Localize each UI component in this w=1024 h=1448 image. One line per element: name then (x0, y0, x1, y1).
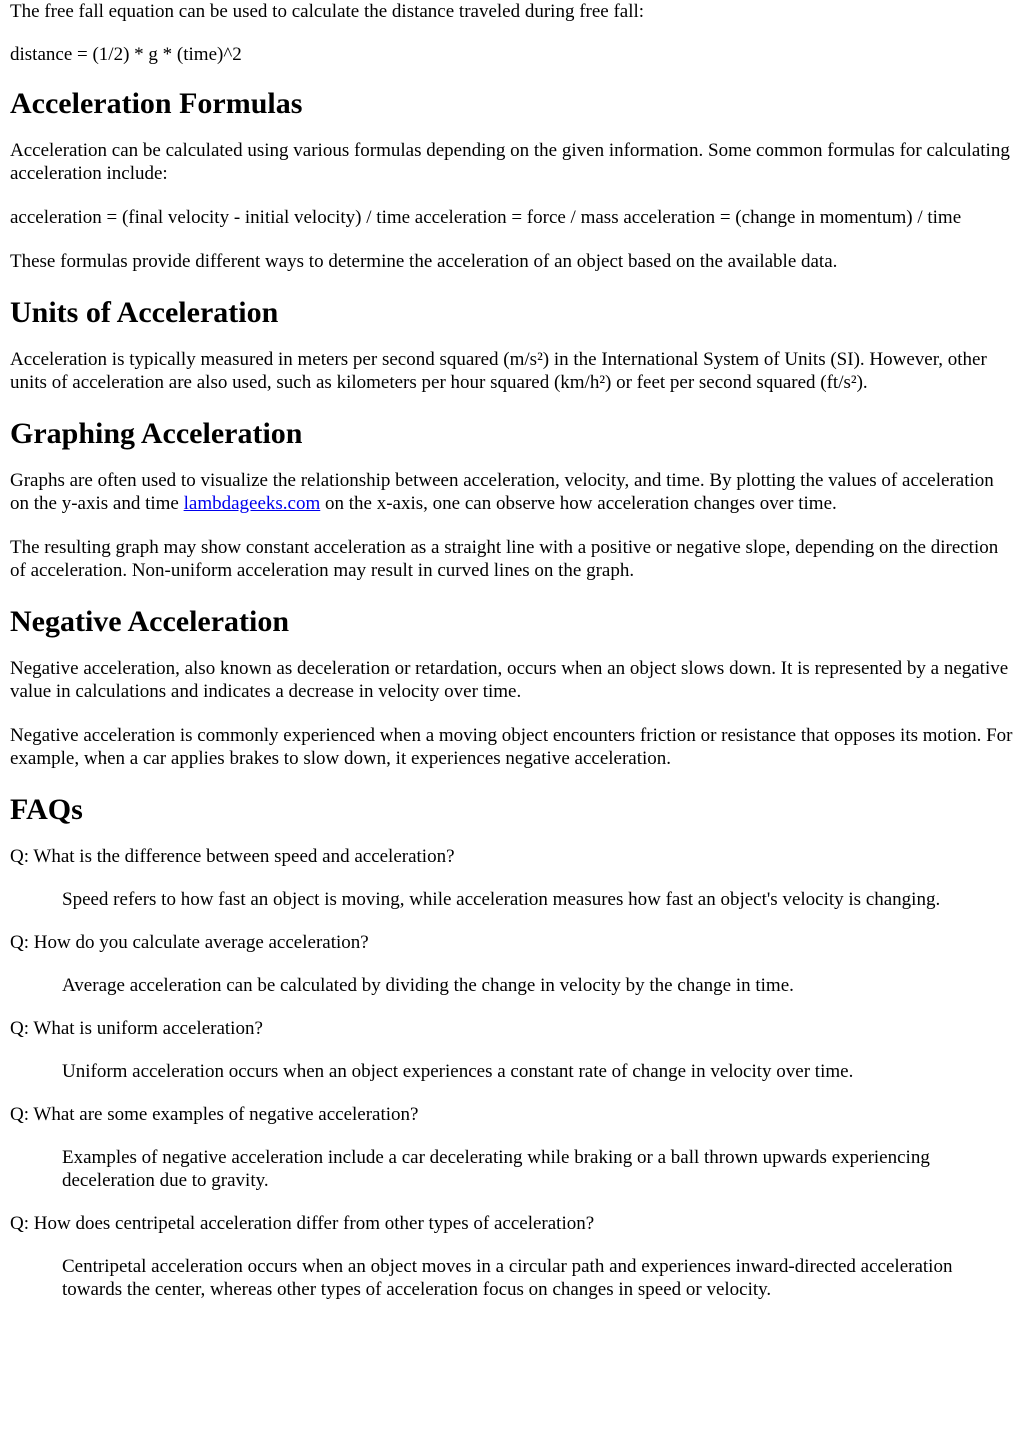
faq-question: Q: What is uniform acceleration? (10, 1018, 263, 1039)
heading-units-of-acceleration: Units of Acceleration (10, 296, 279, 329)
faq-question: Q: What are some examples of negative acceleration? (10, 1104, 419, 1125)
graphing-paragraph-2: The resulting graph may show constant acceleration as a straight line with a positive or negative slope, depending on the direction of acceleration. Non-uniform acceleration may result in curved lines on the graph. (10, 537, 999, 581)
article-body (10, 0, 1016, 1301)
faq-answer: Examples of negative acceleration include a car decelerating while braking or a ball thrown upwards experiencing deceleration due to gravity. (62, 1147, 930, 1191)
formulas-list-paragraph: acceleration = (final velocity - initial velocity) / time acceleration = force / mass acceleration = (change in momentum) / time (10, 207, 962, 228)
negative-paragraph-2: Negative acceleration is commonly experienced when a moving object encounters friction or resistance that opposes its motion. For example, when a car applies brakes to slow down, it experiences negative acceleration. (10, 725, 1013, 769)
formulas-intro-paragraph: Acceleration can be calculated using various formulas depending on the given information. Some common formulas for calculating acceleration include: (10, 140, 1010, 184)
heading-negative-acceleration: Negative Acceleration (10, 605, 290, 638)
faq-question: Q: What is the difference between speed and acceleration? (10, 846, 455, 867)
formulas-summary-paragraph: These formulas provide different ways to determine the acceleration of an object based on the available data. (10, 251, 838, 272)
graphing-paragraph-1 (10, 469, 1016, 515)
intro-paragraph: The free fall equation can be used to calculate the distance traveled during free fall: (10, 1, 645, 22)
units-paragraph: Acceleration is typically measured in meters per second squared (m/s²) in the International System of Units (SI). However, other units of acceleration are also used, such as kilometers per hour squared (km/h²) or feet per second squared (ft/s²). (10, 349, 987, 393)
faq-answer: Centripetal acceleration occurs when an object moves in a circular path and experiences inward-directed acceleration towards the center, whereas other types of acceleration focus on changes in speed or velocity. (62, 1256, 953, 1300)
faq-question: Q: How does centripetal acceleration differ from other types of acceleration? (10, 1213, 595, 1234)
faq-answer: Uniform acceleration occurs when an object experiences a constant rate of change in velocity over time. (62, 1061, 854, 1082)
lambdageeks-link[interactable]: lambdageeks.com (183, 493, 321, 514)
negative-paragraph-1: Negative acceleration, also known as deceleration or retardation, occurs when an object slows down. It is represented by a negative value in calculations and indicates a decrease in velocity over time. (10, 658, 1009, 702)
free-fall-equation: distance = (1/2) * g * (time)^2 (10, 44, 242, 65)
faq-answer: Speed refers to how fast an object is moving, while acceleration measures how fast an object's velocity is changing. (62, 889, 941, 910)
heading-faqs: FAQs (10, 793, 83, 826)
heading-acceleration-formulas: Acceleration Formulas (10, 87, 303, 120)
faq-answer: Average acceleration can be calculated by dividing the change in velocity by the change in time. (62, 975, 794, 996)
graphing-text-before-link: Graphs are often used to visualize the relationship between acceleration, velocity, and time. By plotting the values of acceleration on the y-axis and time (10, 470, 994, 514)
faq-question: Q: How do you calculate average acceleration? (10, 932, 369, 953)
graphing-text-after-link: on the x-axis, one can observe how acceleration changes over time. (320, 493, 837, 514)
heading-graphing-acceleration: Graphing Acceleration (10, 417, 303, 450)
